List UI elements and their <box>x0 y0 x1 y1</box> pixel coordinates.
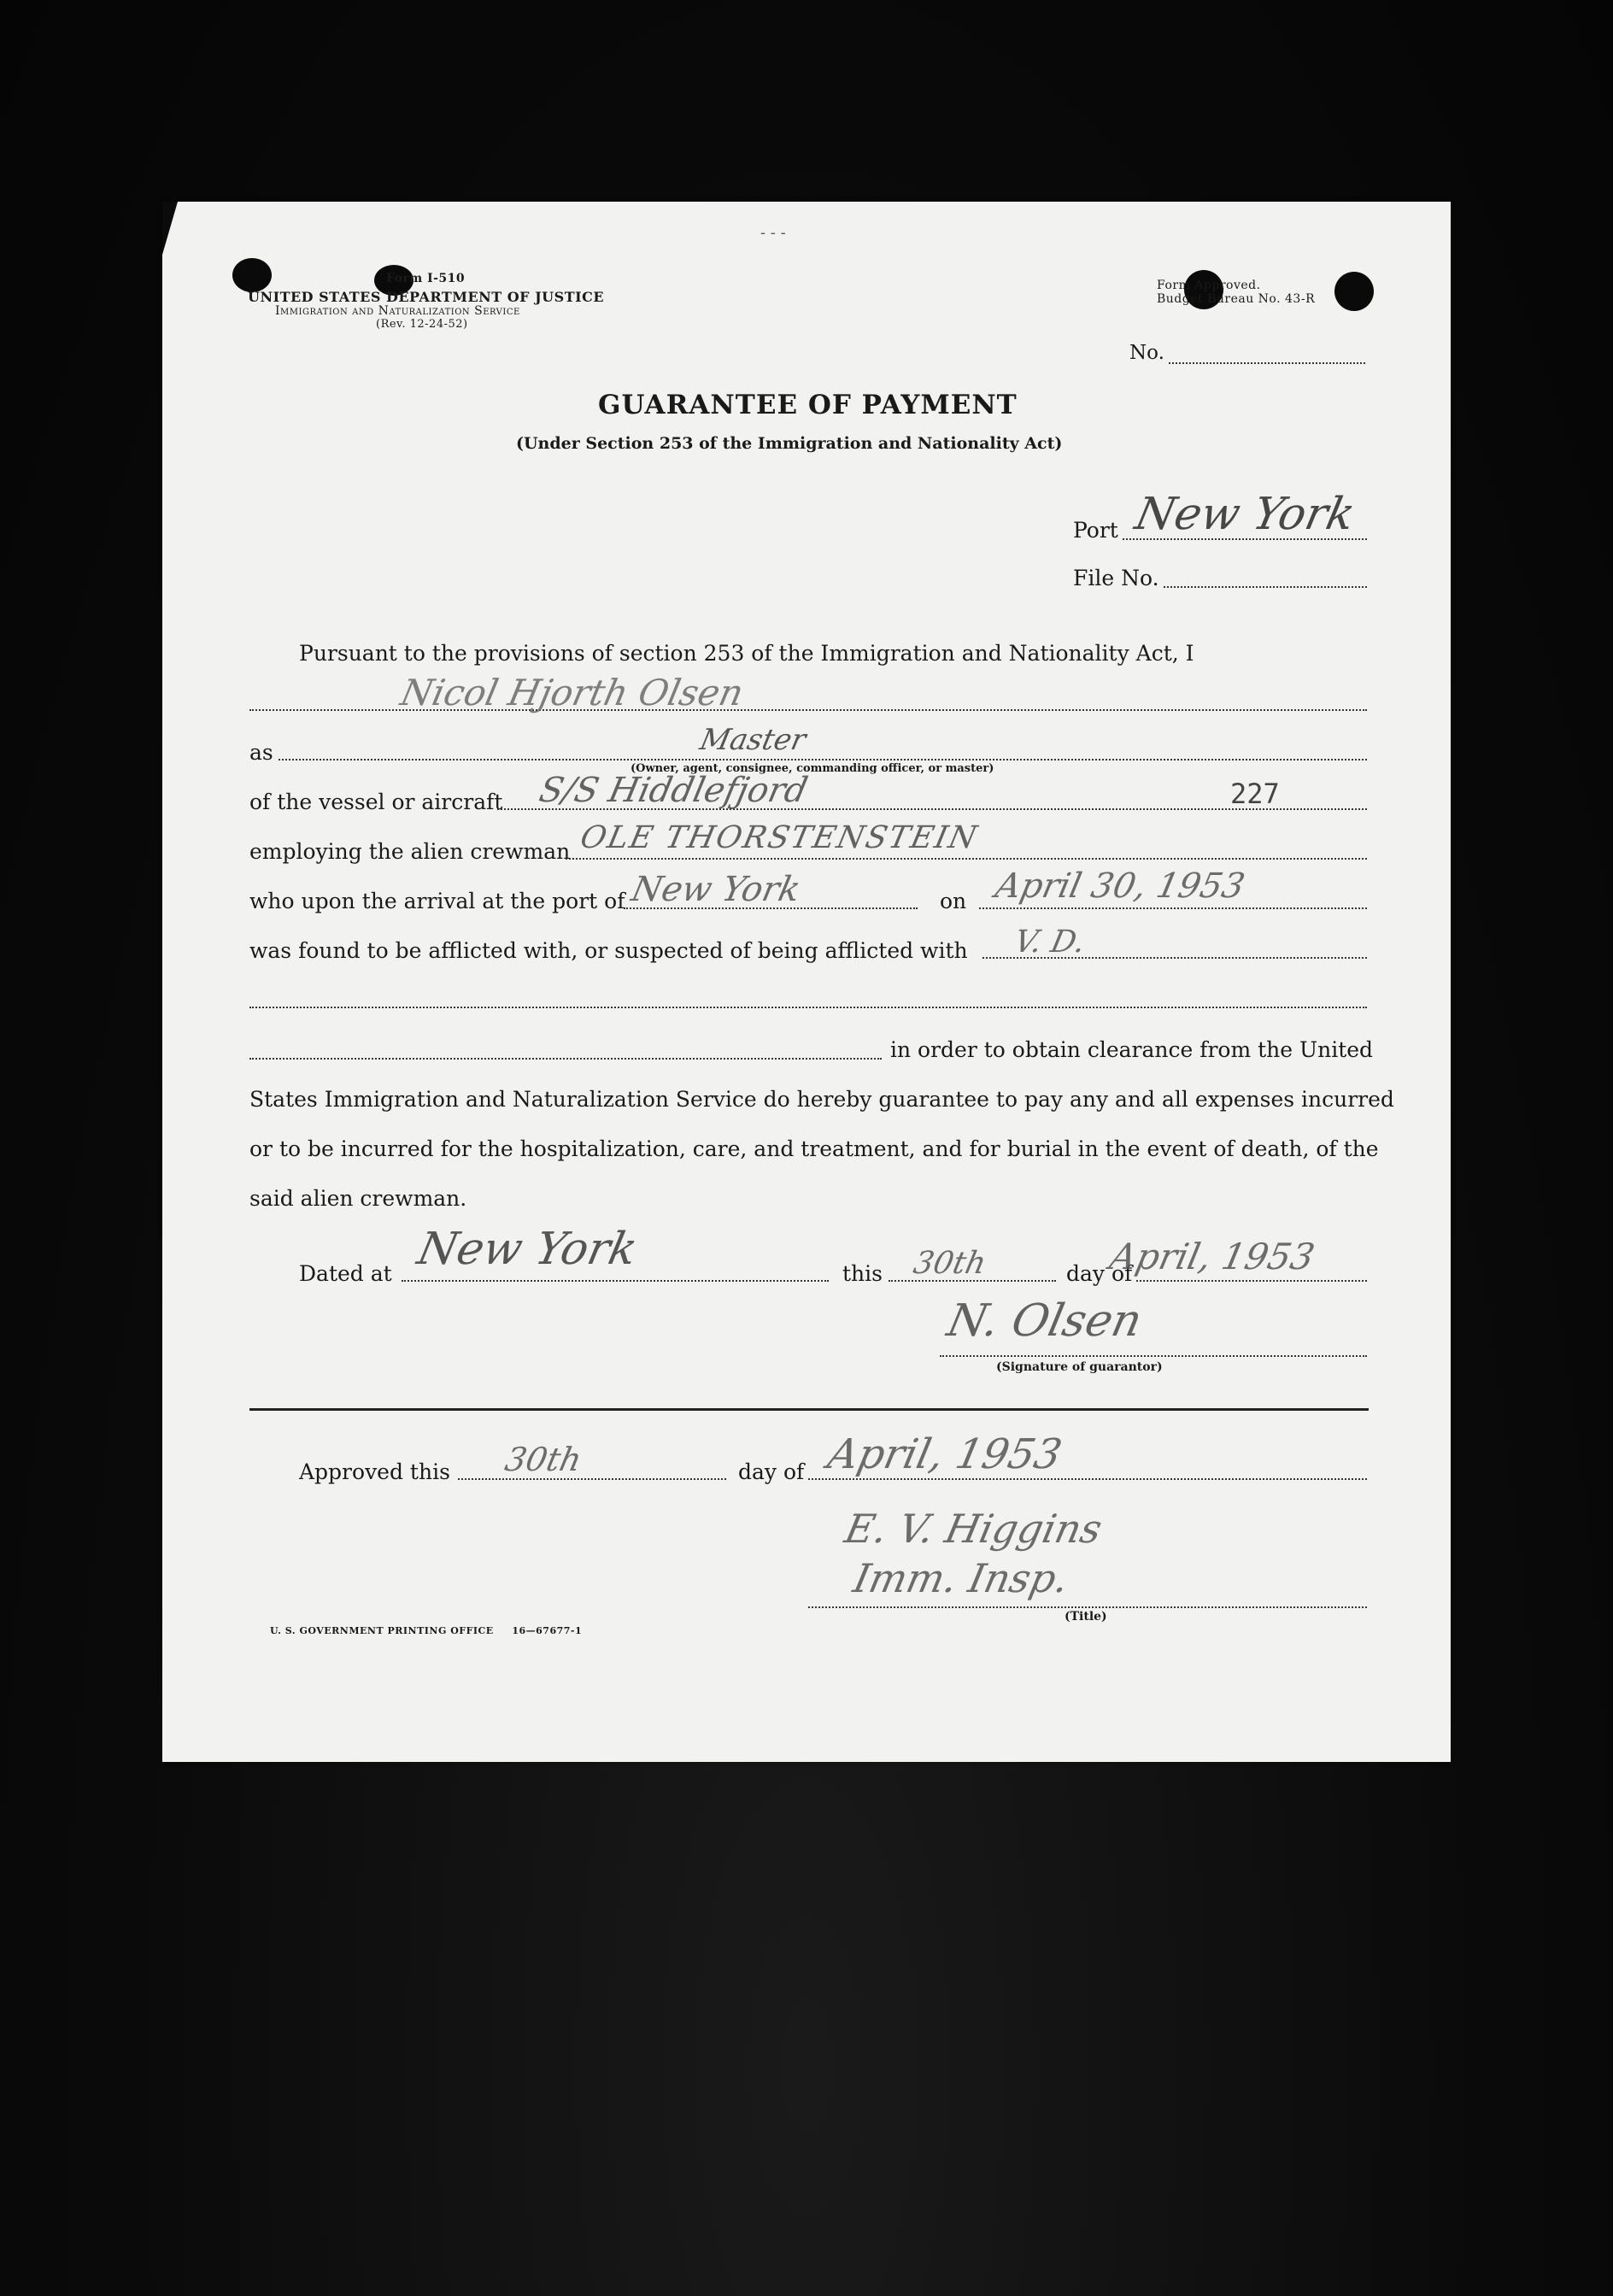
port-value: New York <box>1130 489 1360 540</box>
arrival-date: April 30, 1953 <box>992 866 1248 906</box>
approved-day: 30th <box>501 1441 585 1478</box>
arrival-on-label: on <box>940 889 967 913</box>
body-line-1: States Immigration and Naturalization Service do hereby guarantee to pay any and all expenses incurred <box>249 1087 1394 1112</box>
approved-month-line <box>808 1478 1367 1480</box>
punch-hole-right-2 <box>1334 272 1374 311</box>
signature-line <box>940 1355 1367 1357</box>
approved-day-line <box>458 1478 726 1480</box>
vessel-label: of the vessel or aircraft <box>249 790 503 814</box>
vessel-name: S/S Hiddlefjord <box>536 771 812 810</box>
dated-place: New York <box>413 1224 642 1275</box>
punch-hole-left <box>232 258 272 292</box>
approved-month-year: April, 1953 <box>824 1430 1066 1478</box>
clearance-text: in order to obtain clearance from the United <box>890 1037 1374 1062</box>
approved-day-of-label: day of <box>738 1459 805 1484</box>
dated-day: 30th <box>910 1246 989 1281</box>
dated-month-year: April, 1953 <box>1106 1236 1318 1277</box>
vessel-number: 227 <box>1230 778 1280 810</box>
form-title: GUARANTEE OF PAYMENT <box>598 390 1018 420</box>
intro-text: Pursuant to the provisions of section 253 of the Immigration and Nationality Act, I <box>299 641 1194 666</box>
approver-title: Imm. Insp. <box>849 1555 1073 1601</box>
dated-month-line <box>1136 1280 1367 1282</box>
title-caption: (Title) <box>1065 1610 1107 1624</box>
printing-office-footer: U. S. GOVERNMENT PRINTING OFFICE 16—67677-1 <box>270 1625 583 1636</box>
as-value: Master <box>696 723 809 757</box>
signature-caption: (Signature of guarantor) <box>996 1360 1163 1374</box>
guarantor-name: Nicol Hjorth Olsen <box>396 672 748 713</box>
approved-label: Approved this <box>299 1459 450 1484</box>
file-no-line <box>1164 586 1367 588</box>
dated-label: Dated at <box>299 1261 392 1286</box>
form-subtitle: (Under Section 253 of the Immigration and Nationality Act) <box>516 434 1063 453</box>
affliction-line-2 <box>249 1007 1367 1008</box>
crewman-name: OLE THORSTENSTEIN <box>577 820 982 855</box>
approver-title-line <box>808 1606 1367 1608</box>
approval-line-1: Form Approved. <box>1157 279 1261 292</box>
dated-this-label: this <box>842 1261 883 1286</box>
body-line-3: said alien crewman. <box>249 1186 467 1211</box>
affliction-line-3 <box>249 1058 882 1060</box>
crewman-line <box>566 858 1367 860</box>
guarantor-signature: N. Olsen <box>942 1295 1147 1347</box>
as-line <box>279 759 1367 760</box>
affliction-value: V. D. <box>1011 925 1088 960</box>
dated-day-of-label: day of <box>1066 1261 1133 1286</box>
service-name: Immigration and Naturalization Service <box>275 304 520 318</box>
file-no-label: File No. <box>1073 566 1159 590</box>
arrival-port: New York <box>628 870 804 909</box>
body-line-2: or to be incurred for the hospitalization, care, and treatment, and for burial in the event of death, of the <box>249 1136 1379 1161</box>
as-caption: (Owner, agent, consignee, commanding officer, or master) <box>631 762 994 775</box>
form-no-line <box>1169 362 1365 364</box>
approval-line-2: Budget Bureau No. 43-R <box>1157 292 1316 306</box>
arrival-date-line <box>979 907 1367 909</box>
form-no-label: No. <box>1129 342 1164 364</box>
approver-signature: E. V. Higgins <box>841 1506 1106 1552</box>
affliction-label: was found to be afflicted with, or suspected of being afflicted with <box>249 938 968 963</box>
crewman-label: employing the alien crewman <box>249 839 571 864</box>
top-marks: - - - <box>760 224 786 242</box>
as-label: as <box>249 740 273 765</box>
port-label: Port <box>1073 518 1118 543</box>
dated-place-line <box>402 1280 829 1282</box>
section-divider <box>249 1408 1369 1411</box>
department-name: UNITED STATES DEPARTMENT OF JUSTICE <box>248 289 605 305</box>
form-number: Form I-510 <box>386 272 466 285</box>
arrival-label: who upon the arrival at the port of <box>249 889 625 913</box>
torn-corner <box>162 202 178 255</box>
revision-date: (Rev. 12-24-52) <box>376 318 468 331</box>
